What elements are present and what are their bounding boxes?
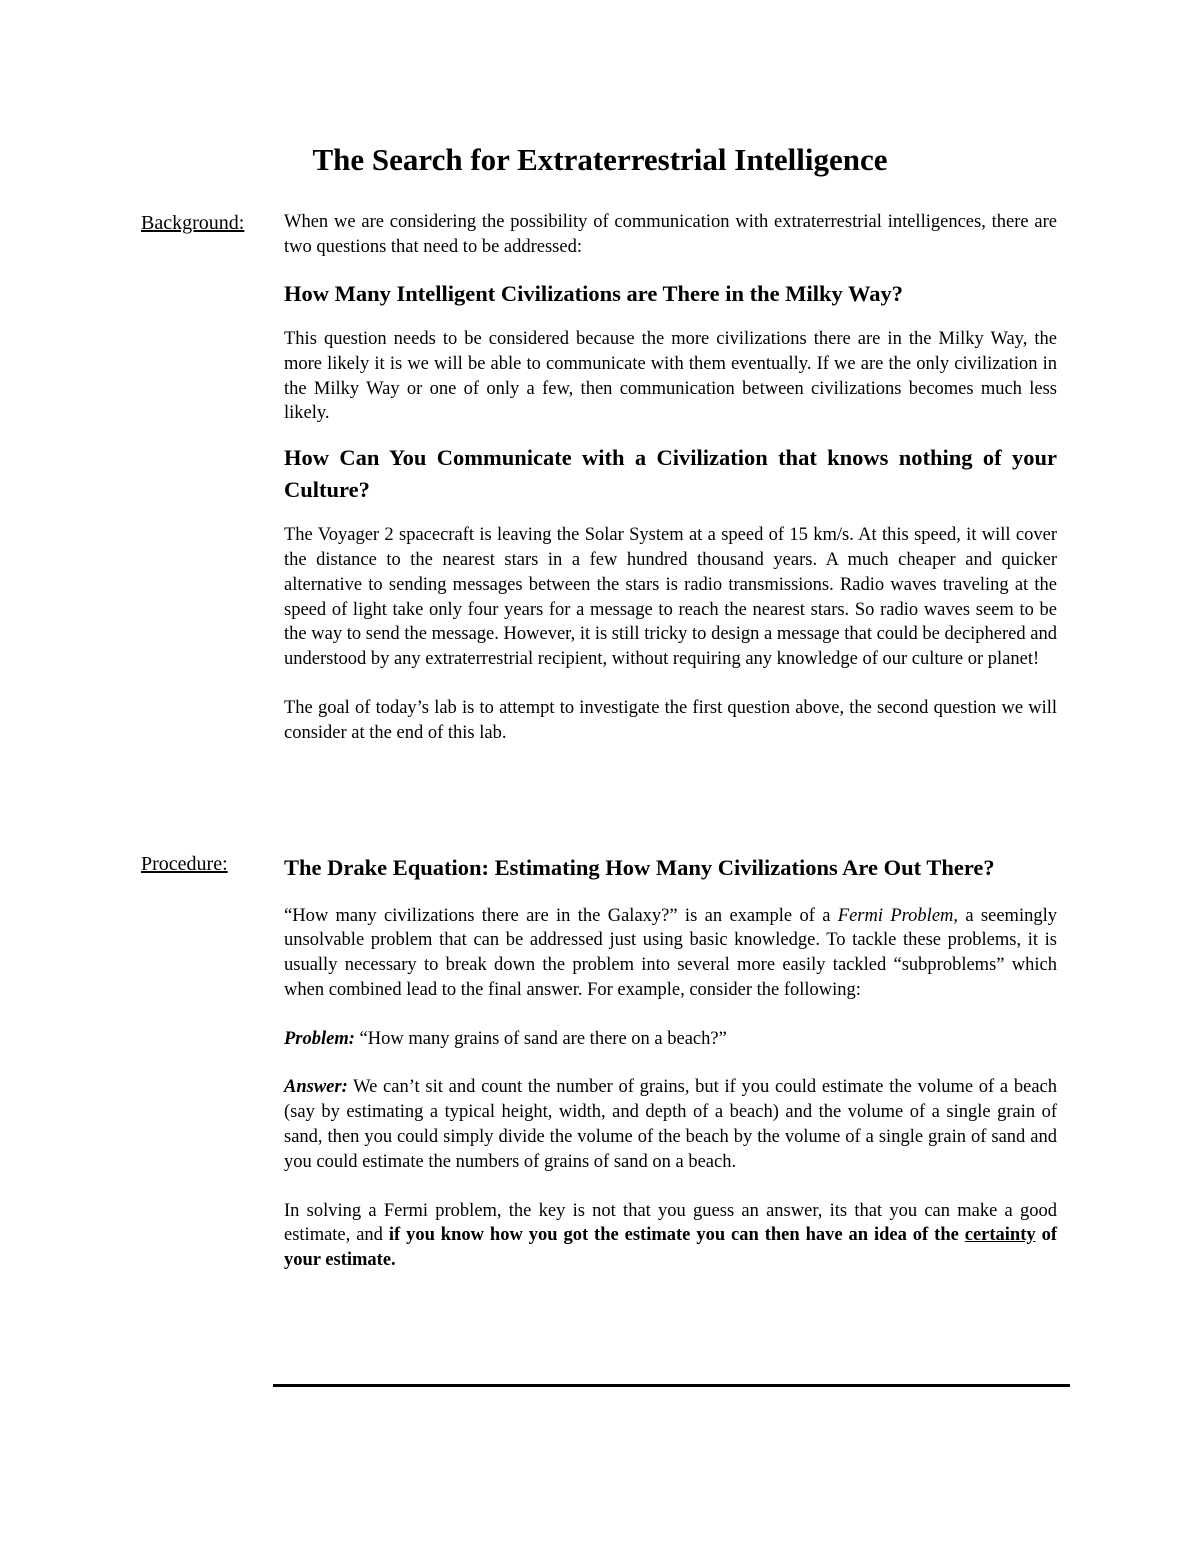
fermi-problem-term: Fermi Problem [837, 905, 954, 926]
question-2-text: The Voyager 2 spacecraft is leaving the Solar System at a speed of 15 km/s. At this speed, it will cover the distance to the nearest stars in a few hundred thousand years. A much cheaper and quicker alternative to sending messages between the stars is radio transmissions. Radio waves traveling at the speed of light take only four years for a message to reach the nearest stars. So radio waves seem to be the way to send the message. However, it is still tricky to design a message that could be deciphered and understood by any extraterrestrial recipient, without requiring any knowledge of our culture or planet! [284, 525, 1057, 670]
lab-goal-text: The goal of today’s lab is to attempt to investigate the first question above, the second question we will consider at the end of this lab. [284, 698, 1057, 743]
background-label: Background: [141, 212, 245, 234]
problem-text: “How many grains of sand are there on a beach?” [354, 1028, 727, 1049]
estimate-emphasis-text: if you know how you got the estimate you can then have an idea of the [388, 1225, 965, 1246]
background-section [284, 210, 1057, 746]
problem-paragraph [284, 1027, 1057, 1052]
bottom-divider [273, 1384, 1070, 1387]
question-1-heading: How Many Intelligent Civilizations are There in the Milky Way? [284, 280, 903, 306]
answer-label: Answer: [284, 1077, 348, 1098]
procedure-section [284, 852, 1057, 1273]
problem-label: Problem: [284, 1028, 355, 1049]
fermi-solving-text: In solving a Fermi problem, the key is not that you guess an answer, its that you can make a good estimate, and [284, 1200, 1057, 1246]
fermi-description-text: , a seemingly unsolvable problem that can be addressed just using basic knowledge. To tackle these problems, it is usually necessary to break down the problem into several more easily tackled “subproblems” which when combined lead to the final answer. For example, consider the following: [284, 905, 1057, 1000]
background-intro: When we are considering the possibility of communication with extraterrestrial intelligences, there are two questions that need to be addressed: [284, 212, 1057, 257]
question-2-heading: How Can You Communicate with a Civilization that knows nothing of your Culture? [284, 445, 1057, 502]
drake-equation-heading: The Drake Equation: Estimating How Many Civilizations Are Out There? [284, 855, 995, 880]
answer-text: We can’t sit and count the number of grains, but if you could estimate the volume of a beach (say by estimating a typical height, width, and depth of a beach) and the volume of a single grain of sand, then you could simply divide the volume of the beach by the volume of a single grain of sand and you could estimate the numbers of grains of sand on a beach. [284, 1077, 1057, 1172]
answer-paragraph [284, 1075, 1057, 1174]
estimate-emphasis-end: of your estimate. [284, 1225, 1057, 1271]
fermi-solving-paragraph [284, 1199, 1057, 1273]
procedure-label: Procedure: [141, 853, 228, 875]
question-1-text: This question needs to be considered because the more civilizations there are in the Milky Way, the more likely it is we will be able to communicate with them eventually. If we are the only civilization in the Milky Way or one of only a few, then communication between civilizations becomes much less likely. [284, 329, 1057, 424]
fermi-problem-paragraph [284, 904, 1057, 1003]
certainty-word: certainty [964, 1225, 1036, 1246]
fermi-intro-text: “How many civilizations there are in the Galaxy?” is an example of a [284, 905, 838, 926]
page-title: The Search for Extraterrestrial Intelligence [312, 142, 888, 177]
